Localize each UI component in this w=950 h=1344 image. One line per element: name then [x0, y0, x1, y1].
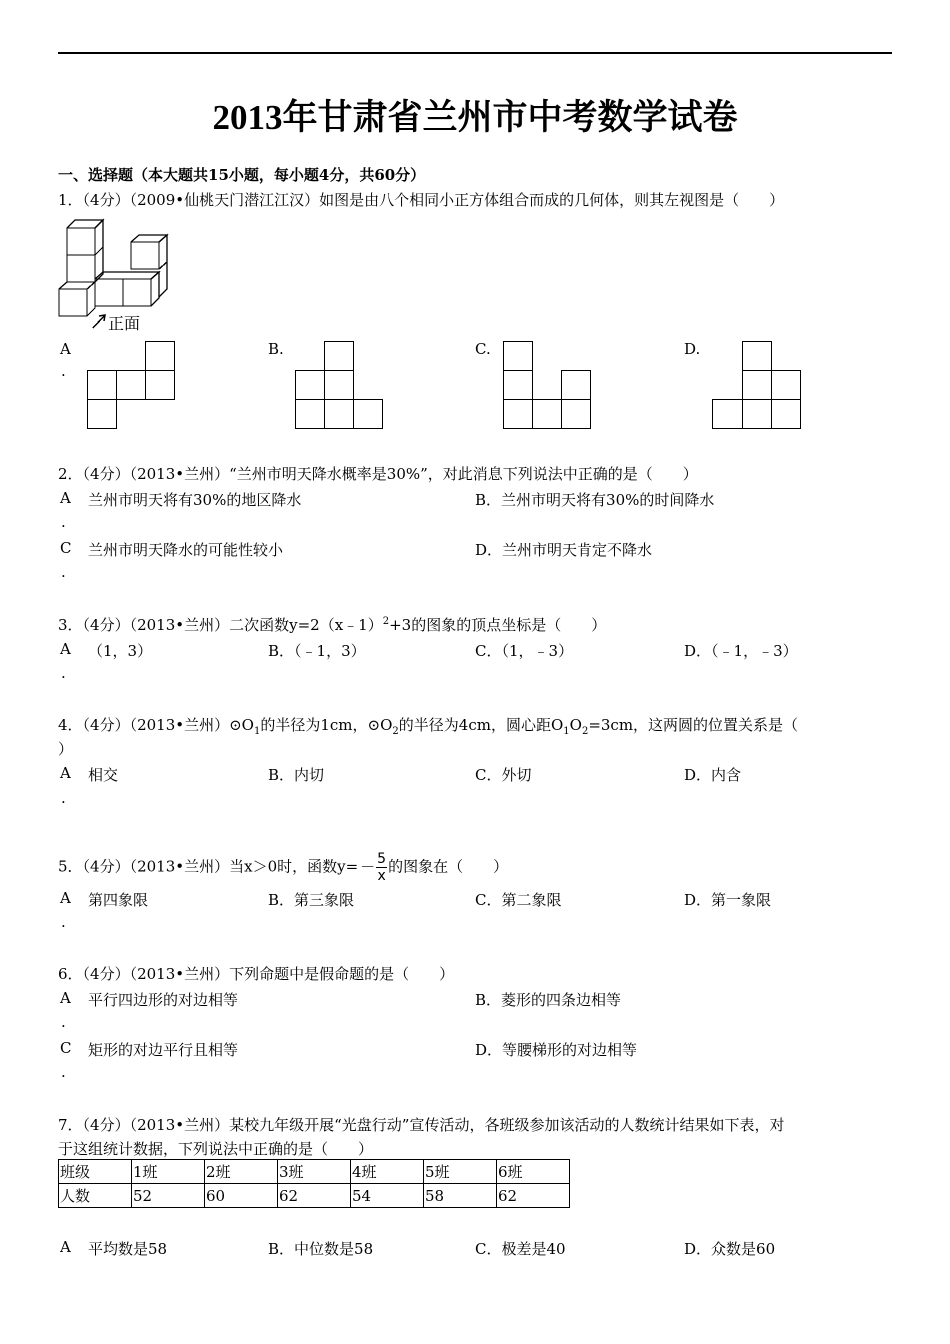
question-7-stem: 7．（4分）（2013•兰州）某校九年级开展“光盘行动”宣传活动，各班级参加该活动的人数统计结果如下表，对: [58, 1116, 785, 1134]
q2-option-b[interactable]: B．兰州市明天将有30%的时间降水: [475, 491, 715, 509]
option-a-label[interactable]: A: [60, 340, 71, 358]
q5-option-a-text[interactable]: 第四象限: [88, 891, 149, 909]
class-count-table: [58, 1159, 570, 1208]
question-6-stem: 6．（4分）（2013•兰州）下列命题中是假命题的是（ ）: [58, 965, 455, 983]
question-2-stem: 2．（4分）（2013•兰州）“兰州市明天降水概率是30%”，对此消息下列说法中正确的是（ ）: [58, 465, 698, 483]
section-heading: 一、选择题（本大题共15小题，每小题4分，共60分）: [58, 166, 426, 184]
q5-option-d[interactable]: D．第一象限: [684, 891, 772, 909]
table-row: [59, 1184, 570, 1208]
q6-option-a-letter[interactable]: A: [60, 989, 71, 1007]
q2-option-c-letter[interactable]: C: [60, 539, 72, 557]
q6-option-a-text[interactable]: 平行四边形的对边相等: [88, 991, 239, 1009]
table-cell: 6班: [497, 1160, 570, 1184]
table-cell: 54: [351, 1184, 424, 1208]
q4-option-b[interactable]: B．内切: [268, 766, 325, 784]
q7-option-b[interactable]: B．中位数是58: [268, 1240, 374, 1258]
table-cell: 58: [424, 1184, 497, 1208]
q5-option-a-letter[interactable]: A: [60, 889, 71, 907]
table-cell: 1班: [132, 1160, 205, 1184]
q6-option-b[interactable]: B．菱形的四条边相等: [475, 991, 622, 1009]
table-cell: 人数: [59, 1184, 132, 1208]
option-a-figure[interactable]: [87, 341, 177, 430]
q4-option-c[interactable]: C．外切: [475, 766, 532, 784]
question-7-stem-cont: 于这组统计数据，下列说法中正确的是（ ）: [58, 1140, 374, 1158]
q2-option-a-text[interactable]: 兰州市明天将有30%的地区降水: [88, 491, 302, 509]
option-a-dot: .: [61, 362, 66, 380]
table-cell: 2班: [205, 1160, 278, 1184]
header-rule: [58, 52, 892, 54]
option-d-figure[interactable]: [712, 341, 803, 430]
q6-option-d[interactable]: D．等腰梯形的对边相等: [475, 1041, 638, 1059]
q5-option-b[interactable]: B．第三象限: [268, 891, 355, 909]
option-c-figure[interactable]: [503, 341, 593, 430]
q4-option-a-text[interactable]: 相交: [88, 766, 119, 784]
q4-option-a-dot: .: [61, 789, 66, 807]
q6-option-c-text[interactable]: 矩形的对边平行且相等: [88, 1041, 239, 1059]
q7-option-d[interactable]: D．众数是60: [684, 1240, 776, 1258]
table-cell: 3班: [278, 1160, 351, 1184]
q6-option-a-dot: .: [61, 1013, 66, 1031]
table-cell: 4班: [351, 1160, 424, 1184]
option-b-label[interactable]: B.: [268, 340, 284, 358]
q2-option-d[interactable]: D．兰州市明天肯定不降水: [475, 541, 653, 559]
q7-option-a-text[interactable]: 平均数是58: [88, 1240, 168, 1258]
front-view-label: 正面: [108, 314, 141, 333]
question-3-stem: 3．（4分）（2013•兰州）二次函数y=2（x﹣1）$^2$+3的图象的顶点坐标是（ ）: [58, 616, 607, 634]
q3-option-d[interactable]: D．（﹣1，﹣3）: [684, 642, 798, 660]
q7-option-c[interactable]: C．极差是40: [475, 1240, 566, 1258]
table-cell: 5班: [424, 1160, 497, 1184]
option-b-figure[interactable]: [295, 341, 385, 430]
q7-option-a-letter[interactable]: A: [60, 1238, 71, 1256]
table-cell: 62: [278, 1184, 351, 1208]
q3-option-c[interactable]: C．（1，﹣3）: [475, 642, 574, 660]
table-cell: 班级: [59, 1160, 132, 1184]
q3-option-a-letter[interactable]: A: [60, 640, 71, 658]
table-cell: 62: [497, 1184, 570, 1208]
question-4-stem-end: ）: [58, 740, 74, 758]
table-row: [59, 1160, 570, 1184]
q3-option-a-text[interactable]: （1，3）: [88, 642, 153, 660]
table-cell: 60: [205, 1184, 278, 1208]
q2-option-c-dot: .: [61, 563, 66, 581]
q4-option-a-letter[interactable]: A: [60, 764, 71, 782]
q3-option-a-dot: .: [61, 664, 66, 682]
q4-option-d[interactable]: D．内含: [684, 766, 742, 784]
fraction-5-over-x: $\frac{5}{x}$: [377, 851, 387, 884]
q2-option-a-letter[interactable]: A: [60, 489, 71, 507]
question-1-stem: 1．（4分）（2009•仙桃天门潜江江汉）如图是由八个相同小正方体组合而成的几何体，则其左视图是（ ）: [58, 191, 785, 209]
q5-option-a-dot: .: [61, 913, 66, 931]
q6-option-c-dot: .: [61, 1063, 66, 1081]
table-cell: 52: [132, 1184, 205, 1208]
option-d-label[interactable]: D.: [684, 340, 701, 358]
page-title: 2013年甘肃省兰州市中考数学试卷: [212, 98, 738, 137]
option-c-label[interactable]: C.: [475, 340, 491, 358]
q2-option-a-dot: .: [61, 513, 66, 531]
question-5-stem: 5．（4分）（2013•兰州）当x＞0时，函数y= － $\frac{5}{x}$ 的图象在（ ）: [58, 851, 509, 884]
q3-option-b[interactable]: B．（﹣1，3）: [268, 642, 366, 660]
question-4-stem: 4．（4分）（2013•兰州）$⊙O_1$的半径为1cm，$⊙O_2$的半径为4cm，圆心距$O_1O_2=3cm$，这两圆的位置关系是（: [58, 716, 799, 737]
q6-option-c-letter[interactable]: C: [60, 1039, 72, 1057]
q2-option-c-text[interactable]: 兰州市明天降水的可能性较小: [88, 541, 284, 559]
q5-option-c[interactable]: C．第二象限: [475, 891, 562, 909]
